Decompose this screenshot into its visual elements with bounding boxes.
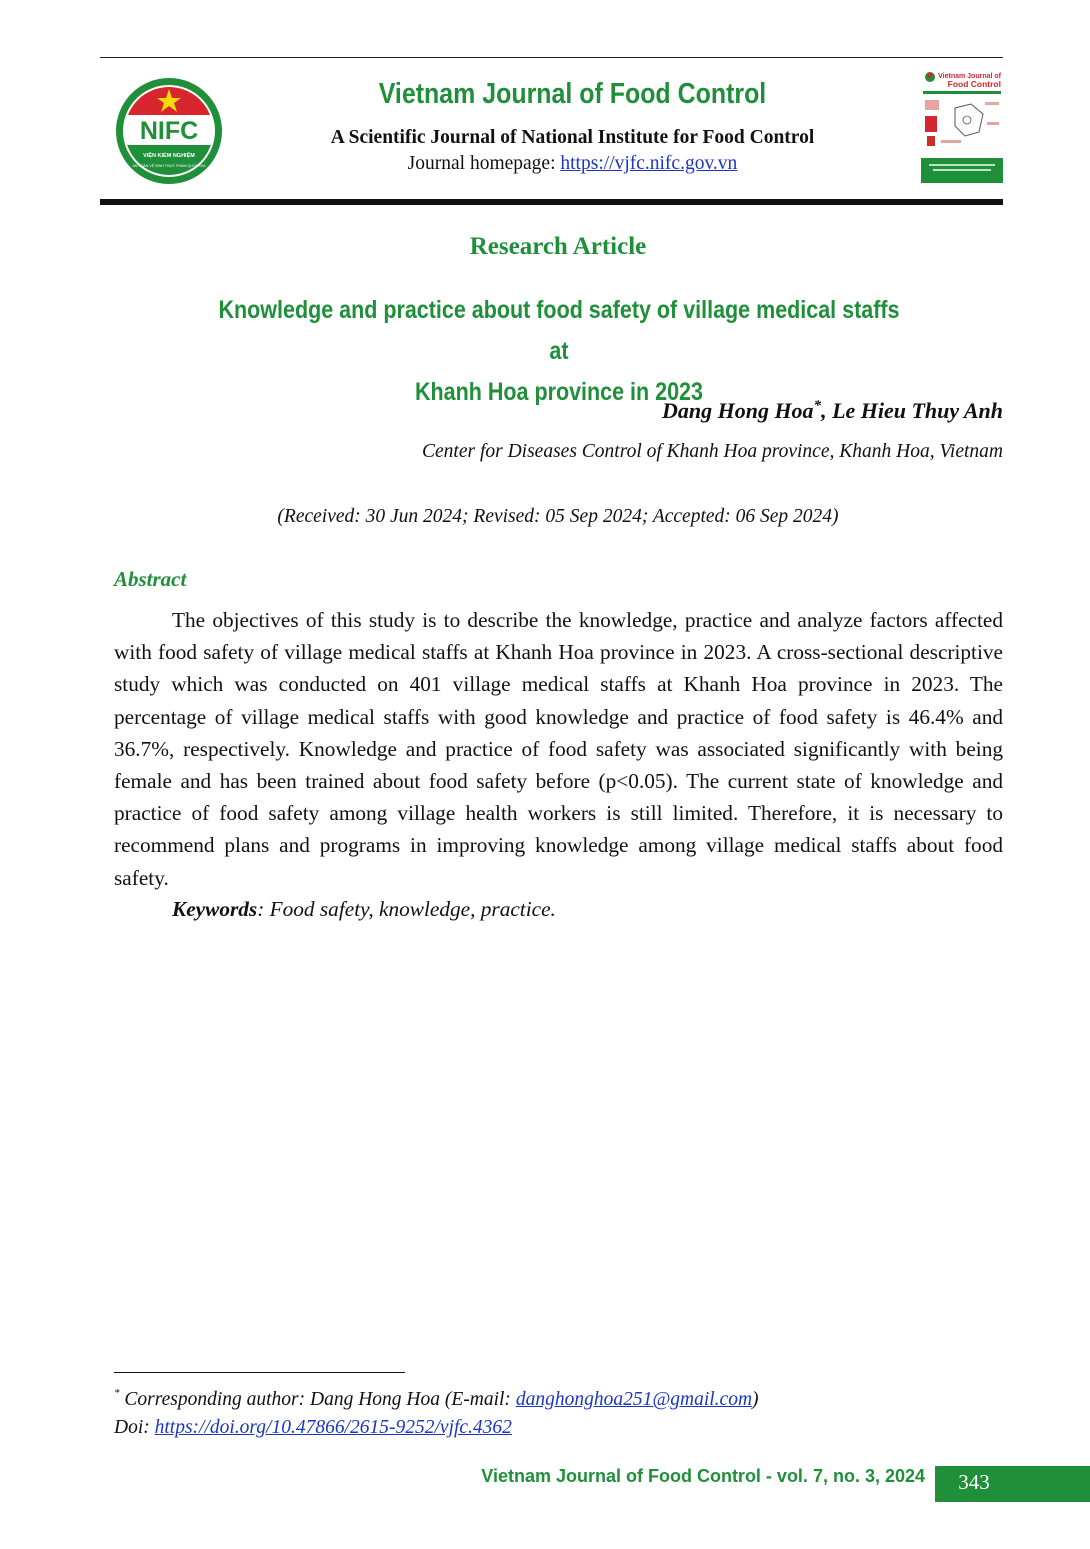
doi-note: Doi: https://doi.org/10.47866/2615-9252/vjfc.4362: [114, 1417, 512, 1438]
nifc-logo: [115, 77, 223, 185]
svg-text:Food Control: Food Control: [947, 79, 1001, 89]
header-thick-rule: [100, 199, 1003, 205]
keywords: Keywords: Food safety, knowledge, practice.: [172, 897, 556, 921]
article-type: Research Article: [469, 233, 647, 260]
abstract-heading: Abstract: [114, 567, 187, 591]
article-title-line-1: Knowledge and practice about food safety of village medical staffs at: [218, 296, 900, 365]
svg-text:Vietnam Journal of: Vietnam Journal of: [938, 73, 1001, 80]
article-title-line-2: Khanh Hoa province in 2023: [415, 378, 703, 406]
homepage-link[interactable]: https://vjfc.nifc.gov.vn: [560, 153, 738, 174]
top-rule: [100, 57, 1003, 58]
journal-title: Vietnam Journal of Food Control: [378, 78, 767, 110]
article-title: [207, 290, 910, 413]
svg-text:VIỆN KIỂM NGHIỆM: VIỆN KIỂM NGHIỆM: [143, 153, 195, 159]
svg-text:AN TOÀN VỆ SINH THỰC PHẨM QUỐC: AN TOÀN VỆ SINH THỰC PHẨM QUỐC GIA: [132, 164, 206, 168]
abstract-text: The objectives of this study is to describe the knowledge, practice and analyze factors affected with food safety of village medical staffs at Khanh Hoa province in 2023. A cross-sectional descriptive study which was conducted on 401 village medical staffs at Khanh Hoa province in 2023. The percentage of village medical staffs with good knowledge and practice of food safety is 46.4% and 36.7%, respectively. Knowledge and practice of food safety was associated significantly with being female and has been trained about food safety before (p<0.05). The current state of knowledge and practice of food safety among village health workers is still limited. Therefore, it is necessary to recommend plans and programs in improving knowledge among village medical staffs about food safety.: [114, 608, 1003, 890]
affiliation: Center for Diseases Control of Khanh Hoa province, Khanh Hoa, Vietnam: [422, 441, 1003, 462]
journal-cover-thumbnail: [921, 70, 1003, 183]
journal-subtitle: A Scientific Journal of National Institute for Food Control: [330, 127, 815, 148]
doi-link[interactable]: https://doi.org/10.47866/2615-9252/vjfc.4362: [154, 1417, 512, 1438]
footnote-rule: [114, 1372, 405, 1373]
journal-homepage: Journal homepage: https://vjfc.nifc.gov.vn: [407, 153, 738, 174]
authors: Dang Hong Hoa*, Le Hieu Thuy Anh: [661, 398, 1003, 423]
email-link[interactable]: danghonghoa251@gmail.com: [515, 1389, 753, 1410]
running-footer: Vietnam Journal of Food Control - vol. 7, no. 3, 2024: [481, 1466, 925, 1486]
svg-text:NIFC: NIFC: [139, 117, 199, 145]
article-dates: (Received: 30 Jun 2024; Revised: 05 Sep 2024; Accepted: 06 Sep 2024): [277, 506, 839, 527]
corresponding-author-note: * Corresponding author: Dang Hong Hoa (E-mail: danghonghoa251@gmail.com): [114, 1387, 759, 1410]
page-number: 343: [958, 1470, 990, 1494]
